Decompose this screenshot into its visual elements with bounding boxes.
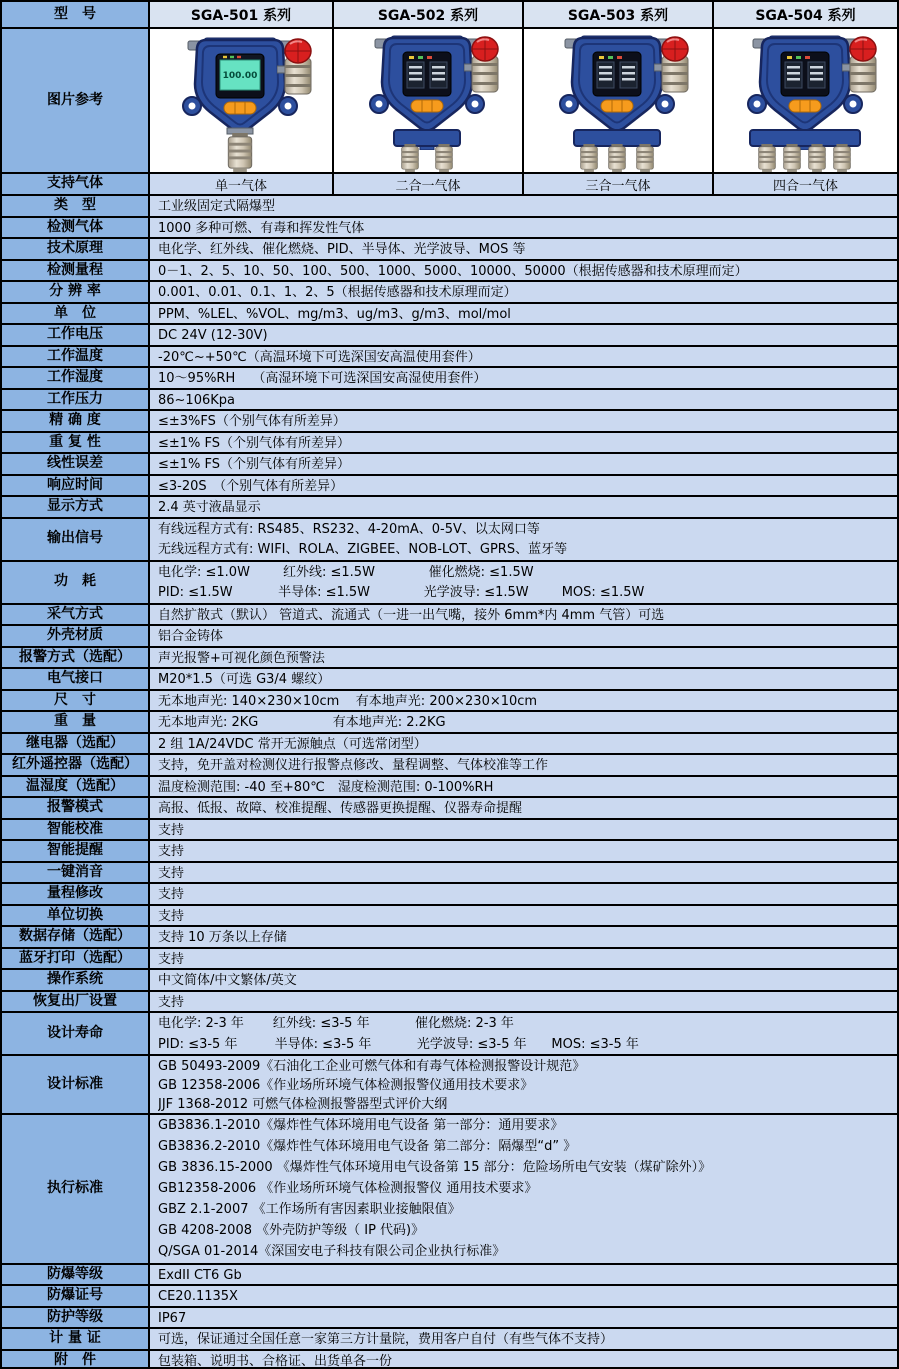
spec-value-line: 2 组 1A/24VDC 常开无源触点（可选常闭型） [158, 736, 427, 752]
spec-label: 功 耗 [2, 562, 150, 603]
spec-value-line: 支持 [158, 844, 185, 859]
spec-value [150, 626, 897, 646]
spec-label: 线性误差 [2, 454, 150, 474]
sensor-probe-icon [436, 144, 453, 172]
gas-detector-dual-illustration [338, 30, 518, 172]
spec-value [150, 347, 897, 367]
spec-label: 智能校准 [2, 820, 150, 840]
spec-value-line: 电化学、红外线、催化燃烧、PID、半导体、光学波导、MOS 等 [158, 242, 526, 257]
sensor-probe-icon [402, 144, 419, 172]
spec-row [2, 345, 897, 367]
spec-row [2, 775, 897, 797]
spec-label: 检测量程 [2, 261, 150, 281]
spec-value-line: 包装箱、说明书、合格证、出货单各一份 [158, 1353, 393, 1369]
spec-label: 采气方式 [2, 605, 150, 625]
spec-value-line: 支持 10 万条以上存储 [158, 930, 287, 945]
spec-value-line: M20*1.5（可选 G3/4 螺纹） [158, 672, 331, 687]
spec-label: 计 量 证 [2, 1329, 150, 1349]
sensor-probe-icon [228, 133, 251, 172]
spec-value [150, 777, 897, 797]
spec-row [2, 302, 897, 324]
spec-value-line: 铝合金铸体 [158, 629, 224, 644]
sensor-probe-icon [833, 144, 850, 172]
spec-value-line: 声光报警+可视化颜色预警法 [158, 650, 325, 666]
spec-value-line: 1000 多种可燃、有毒和挥发性气体 [158, 220, 365, 236]
spec-value-line: GB 4208-2008 《外壳防护等级（ IP 代码)》 [158, 1223, 425, 1239]
supported-gas-sga-504: 四合一气体 [712, 174, 897, 194]
spec-value-line: Q/SGA 01-2014《深国安电子科技有限公司企业执行标准》 [158, 1244, 506, 1260]
spec-label: 工作电压 [2, 325, 150, 345]
spec-value [150, 390, 897, 410]
spec-label: 重 复 性 [2, 433, 150, 453]
spec-row [2, 495, 897, 517]
spec-row [2, 1113, 897, 1263]
model-header-row [2, 2, 897, 27]
spec-value [150, 669, 897, 689]
spec-value-line: 无线远程方式有: WIFI、ROLA、ZIGBEE、NOB-LOT、GPRS、蓝牙等 [158, 542, 568, 557]
spec-value-line: 支持 [158, 865, 185, 881]
spec-value [150, 261, 897, 281]
gas-detector-triple-illustration [528, 30, 708, 172]
spec-value [150, 411, 897, 431]
spec-value-line: 可选，保证通过全国任意一家第三方计量院，费用客户自付（有些气体不支持） [158, 1332, 614, 1348]
spec-label: 技术原理 [2, 239, 150, 259]
spec-value-line: ≤±3%FS（个别气体有所差异） [158, 414, 346, 429]
spec-row [2, 882, 897, 904]
spec-value [150, 476, 897, 496]
spec-label: 重 量 [2, 712, 150, 732]
spec-value-line: 自然扩散式（默认） 管道式、流通式（一进一出气嘴，接外 6mm*内 4mm 气管）可选 [158, 607, 665, 623]
spec-row [2, 1054, 897, 1113]
spec-row [2, 1306, 897, 1328]
spec-row [2, 237, 897, 259]
spec-value [150, 927, 897, 947]
sensor-probe-icon [609, 144, 626, 172]
spec-value [150, 820, 897, 840]
spec-value [150, 1286, 897, 1306]
spec-label: 恢复出厂设置 [2, 992, 150, 1012]
spec-label: 防爆等级 [2, 1265, 150, 1285]
spec-value-line: PID: ≤1.5W 半导体: ≤1.5W 光学波导: ≤1.5W MOS: ≤1.5W [158, 585, 645, 600]
device-screen-reading: 100.00 [222, 70, 258, 81]
spec-value [150, 1265, 897, 1285]
spec-value [150, 648, 897, 668]
spec-label: 设计寿命 [2, 1013, 150, 1054]
spec-row [2, 667, 897, 689]
device-image-sga-502 [332, 29, 522, 172]
gas-detector-single-illustration [151, 30, 331, 172]
spec-value [150, 454, 897, 474]
spec-value-line: JJF 1368-2012 可燃气体检测报警器型式评价大纲 [158, 1097, 448, 1112]
spec-value [150, 734, 897, 754]
spec-row [2, 839, 897, 861]
spec-value-line: 86~106Kpa [158, 392, 235, 408]
spec-value-line: 支持，免开盖对检测仪进行报警点修改、量程调整、气体校准等工作 [158, 758, 549, 773]
spec-label: 红外遥控器（选配） [2, 755, 150, 775]
spec-row [2, 560, 897, 603]
spec-value [150, 562, 897, 603]
spec-value-line: 电化学: 2-3 年 红外线: ≤3-5 年 催化燃烧: 2-3 年 [158, 1016, 514, 1031]
spec-value-line: ≤±1% FS（个别气体有所差异） [158, 457, 351, 472]
spec-row [2, 216, 897, 238]
spec-row [2, 194, 897, 216]
spec-value [150, 970, 897, 990]
spec-value [150, 605, 897, 625]
spec-value-line: GB 12358-2006《作业场所环境气体检测报警仪通用技术要求》 [158, 1078, 534, 1093]
image-reference-row [2, 27, 897, 172]
model-header-sga-504: SGA-504 系列 [712, 2, 897, 27]
spec-row [2, 624, 897, 646]
spec-row [2, 431, 897, 453]
spec-value-line: GBZ 2.1-2007 《工作场所有害因素职业接触限值》 [158, 1202, 461, 1218]
device-image-sga-504 [712, 29, 897, 172]
spec-value [150, 1013, 897, 1054]
spec-row [2, 732, 897, 754]
spec-label: 报警模式 [2, 798, 150, 818]
supported-gas-row [2, 172, 897, 194]
model-header-sga-503: SGA-503 系列 [522, 2, 712, 27]
spec-rows [2, 194, 897, 1369]
spec-label: 显示方式 [2, 497, 150, 517]
spec-row [2, 646, 897, 668]
spec-label: 继电器（选配） [2, 734, 150, 754]
spec-label: 工作温度 [2, 347, 150, 367]
supported-gas-label: 支持气体 [2, 174, 150, 194]
spec-label: 设计标准 [2, 1056, 150, 1113]
spec-label: 响应时间 [2, 476, 150, 496]
spec-row [2, 409, 897, 431]
spec-row [2, 388, 897, 410]
spec-row [2, 861, 897, 883]
spec-row [2, 259, 897, 281]
spec-value [150, 196, 897, 216]
spec-value-line: 高报、低报、故障、校准提醒、传感器更换提醒、仪器寿命提醒 [158, 801, 523, 816]
spec-label: 执行标准 [2, 1115, 150, 1263]
spec-value [150, 1351, 897, 1369]
device-image-sga-503 [522, 29, 712, 172]
spec-label: 温湿度（选配） [2, 777, 150, 797]
spec-value-line: 支持 [158, 908, 185, 924]
supported-gas-sga-501: 单一气体 [150, 174, 332, 194]
sensor-probe-icon [758, 144, 775, 172]
spec-value [150, 691, 897, 711]
spec-value-line: IP67 [158, 1310, 187, 1326]
spec-value-line: 温度检测范围: -40 至+80℃ 湿度检测范围: 0-100%RH [158, 779, 494, 795]
spec-value-line: 支持 [158, 822, 185, 838]
spec-value-line: 支持 [158, 887, 185, 902]
spec-value-line: GB3836.1-2010《爆炸性气体环境用电气设备 第一部分：通用要求》 [158, 1118, 564, 1134]
spec-row [2, 366, 897, 388]
spec-row [2, 968, 897, 990]
spec-row [2, 710, 897, 732]
gas-detector-quad-illustration [716, 30, 896, 172]
spec-value-line: 有线远程方式有: RS485、RS232、4-20mA、0-5V、以太网口等 [158, 521, 540, 537]
spec-label: 操作系统 [2, 970, 150, 990]
spec-value-line: PID: ≤3-5 年 半导体: ≤3-5 年 光学波导: ≤3-5 年 MOS: ≤3-5 年 [158, 1036, 639, 1052]
spec-value [150, 368, 897, 388]
spec-row [2, 990, 897, 1012]
spec-value-line: -20℃~+50℃（高温环境下可选深国安高温使用套件） [158, 349, 481, 365]
sensor-probe-icon [637, 144, 654, 172]
spec-value-line: 支持 [158, 994, 185, 1010]
spec-value-line: GB 50493-2009《石油化工企业可燃气体和有毒气体检测报警设计规范》 [158, 1059, 586, 1074]
sensor-probe-icon [783, 144, 800, 172]
spec-row [2, 1284, 897, 1306]
model-header-sga-502: SGA-502 系列 [332, 2, 522, 27]
spec-value-line: ExdII CT6 Gb [158, 1267, 242, 1283]
spec-value [150, 992, 897, 1012]
image-row-label: 图片参考 [2, 29, 150, 172]
spec-row [2, 1349, 897, 1369]
supported-gas-sga-502: 二合一气体 [332, 174, 522, 194]
spec-value [150, 949, 897, 969]
spec-value-line: 2.4 英寸液晶显示 [158, 500, 261, 515]
spec-label: 工作湿度 [2, 368, 150, 388]
spec-row [2, 818, 897, 840]
spec-value [150, 282, 897, 302]
spec-value [150, 1115, 897, 1263]
spec-label: 检测气体 [2, 218, 150, 238]
spec-label: 智能提醒 [2, 841, 150, 861]
spec-value [150, 1329, 897, 1349]
spec-label: 防护等级 [2, 1308, 150, 1328]
spec-value [150, 755, 897, 775]
spec-value [150, 863, 897, 883]
device-image-sga-501 [150, 29, 332, 172]
spec-row [2, 452, 897, 474]
sensor-probe-icon [808, 144, 825, 172]
spec-value [150, 433, 897, 453]
spec-value [150, 497, 897, 517]
spec-label: 尺 寸 [2, 691, 150, 711]
spec-row [2, 517, 897, 560]
spec-value-line: DC 24V (12-30V) [158, 328, 268, 343]
spec-row [2, 689, 897, 711]
spec-value [150, 884, 897, 904]
spec-row [2, 947, 897, 969]
spec-value-line: GB 3836.15-2000 《爆炸性气体环境用电气设备第 15 部分：危险场所电气安装（煤矿除外）》 [158, 1160, 712, 1176]
spec-label: 外壳材质 [2, 626, 150, 646]
spec-value-line: PPM、%LEL、%VOL、mg/m3、ug/m3、g/m3、mol/mol [158, 306, 511, 322]
spec-value [150, 906, 897, 926]
spec-label: 输出信号 [2, 519, 150, 560]
spec-row [2, 925, 897, 947]
spec-label: 类 型 [2, 196, 150, 216]
spec-value-line: GB3836.2-2010《爆炸性气体环境用电气设备 第二部分：隔爆型“d” 》 [158, 1139, 577, 1155]
spec-row [2, 904, 897, 926]
spec-value [150, 218, 897, 238]
spec-label: 蓝牙打印（选配） [2, 949, 150, 969]
spec-value-line: 支持 [158, 951, 185, 967]
spec-value-line: CE20.1135X [158, 1289, 238, 1305]
spec-label: 量程修改 [2, 884, 150, 904]
spec-label: 电气接口 [2, 669, 150, 689]
spec-label: 单位切换 [2, 906, 150, 926]
spec-value [150, 1056, 897, 1113]
spec-value [150, 712, 897, 732]
spec-value-line: ≤±1% FS（个别气体有所差异） [158, 435, 351, 451]
spec-label: 精 确 度 [2, 411, 150, 431]
spec-row [2, 1327, 897, 1349]
spec-row [2, 1011, 897, 1054]
spec-value-line: 无本地声光: 140×230×10cm 有本地声光: 200×230×10cm [158, 693, 538, 709]
model-header-label: 型 号 [2, 2, 150, 27]
spec-row [2, 474, 897, 496]
spec-value-line: 电化学: ≤1.0W 红外线: ≤1.5W 催化燃烧: ≤1.5W [158, 564, 534, 580]
spec-value-line: 无本地声光: 2KG 有本地声光: 2.2KG [158, 715, 446, 730]
spec-value-line: 10～95%RH （高湿环境下可选深国安高湿使用套件） [158, 371, 487, 386]
spec-label: 数据存储（选配） [2, 927, 150, 947]
spec-label: 防爆证号 [2, 1286, 150, 1306]
spec-row [2, 753, 897, 775]
model-header-sga-501: SGA-501 系列 [150, 2, 332, 27]
spec-value [150, 798, 897, 818]
spec-row [2, 1263, 897, 1285]
spec-value-line: 0.001、0.01、0.1、1、2、5（根据传感器和技术原理而定） [158, 285, 517, 300]
spec-row [2, 323, 897, 345]
spec-value [150, 841, 897, 861]
sensor-probe-icon [581, 144, 598, 172]
spec-label: 工作压力 [2, 390, 150, 410]
spec-value [150, 519, 897, 560]
spec-value-line: GB12358-2006 《作业场所环境气体检测报警仪 通用技术要求》 [158, 1181, 538, 1197]
spec-value [150, 325, 897, 345]
spec-value [150, 1308, 897, 1328]
spec-value [150, 239, 897, 259]
spec-value-line: 中文简体/中文繁体/英文 [158, 973, 297, 988]
spec-value-line: 0－1、2、5、10、50、100、500、1000、5000、10000、50000（根据传感器和技术原理而定） [158, 263, 748, 279]
spec-value [150, 304, 897, 324]
spec-row [2, 280, 897, 302]
spec-label: 分 辨 率 [2, 282, 150, 302]
spec-value-line: ≤3-20S （个别气体有所差异） [158, 478, 344, 494]
spec-label: 附 件 [2, 1351, 150, 1369]
spec-row [2, 796, 897, 818]
spec-label: 报警方式（选配） [2, 648, 150, 668]
spec-row [2, 603, 897, 625]
spec-value-line: 工业级固定式隔爆型 [158, 199, 276, 214]
spec-label: 一键消音 [2, 863, 150, 883]
spec-label: 单 位 [2, 304, 150, 324]
supported-gas-sga-503: 三合一气体 [522, 174, 712, 194]
